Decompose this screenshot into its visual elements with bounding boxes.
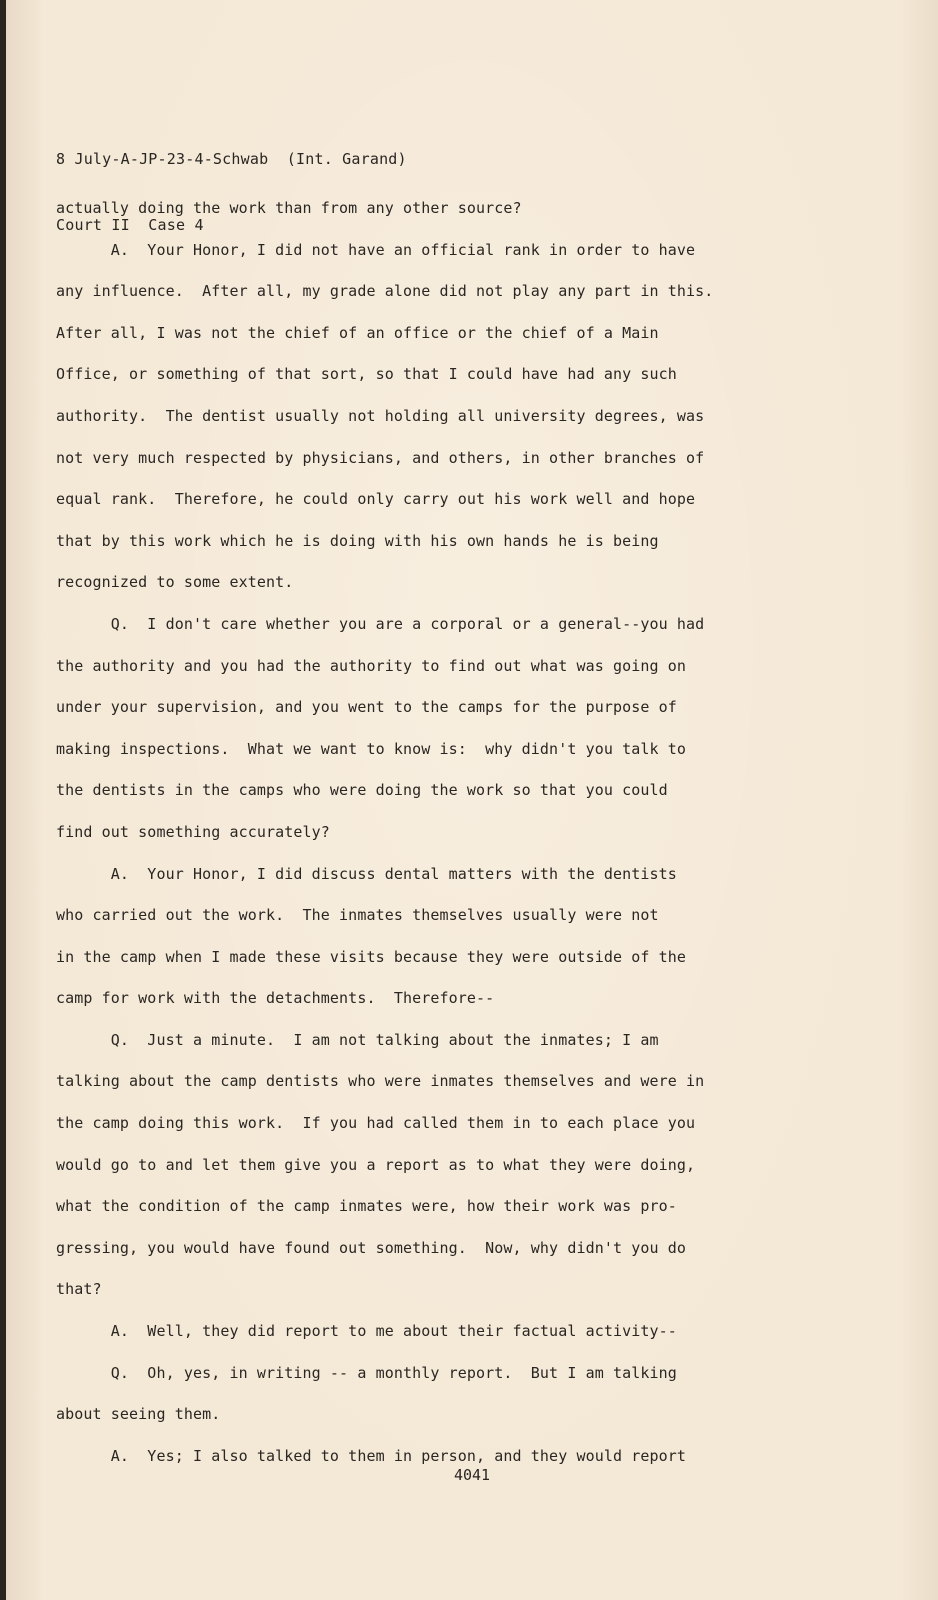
transcript-line: would go to and let them give you a report as to what they were doing, — [56, 1155, 696, 1174]
transcript-line: Q. Oh, yes, in writing -- a monthly report. But I am talking — [56, 1363, 677, 1382]
transcript-line: any influence. After all, my grade alone did not play any part in this. — [56, 282, 714, 301]
transcript-line: actually doing the work than from any other source? — [56, 199, 522, 217]
transcript-line: what the condition of the camp inmates were, how their work was pro- — [56, 1197, 677, 1216]
transcript-line: talking about the camp dentists who were inmates themselves and were in — [56, 1072, 705, 1091]
header-line-1: 8 July-A-JP-23-4-Schwab (Int. Garand) — [56, 150, 407, 168]
transcript-line: not very much respected by physicians, and others, in other branches of — [56, 448, 705, 467]
document-page — [6, 0, 938, 1600]
transcript-line: the camp doing this work. If you had called them in to each place you — [56, 1114, 696, 1133]
transcript-line: in the camp when I made these visits because they were outside of the — [56, 947, 687, 966]
page-number: 4041 — [453, 1466, 491, 1484]
transcript-line: that by this work which he is doing with his own hands he is being — [56, 531, 659, 550]
transcript-line: A. Your Honor, I did not have an official rank in order to have — [56, 240, 696, 259]
transcript-line: the authority and you had the authority to find out what was going on — [56, 656, 687, 675]
transcript-line: After all, I was not the chief of an office or the chief of a Main — [56, 323, 659, 342]
transcript-line: gressing, you would have found out something. Now, why didn't you do — [56, 1238, 687, 1257]
transcript-body — [56, 188, 796, 1477]
transcript-line: recognized to some extent. — [56, 573, 294, 592]
transcript-line: about seeing them. — [56, 1405, 221, 1424]
transcript-line: that? — [56, 1280, 102, 1299]
transcript-line: Q. Just a minute. I am not talking about the inmates; I am — [56, 1030, 659, 1049]
transcript-line: under your supervision, and you went to the camps for the purpose of — [56, 698, 677, 717]
transcript-line: making inspections. What we want to know is: why didn't you talk to — [56, 739, 687, 758]
transcript-line: Office, or something of that sort, so that I could have had any such — [56, 365, 677, 384]
header-line-2: Court II Case 4 — [56, 216, 204, 234]
transcript-line: A. Well, they did report to me about their factual activity-- — [56, 1322, 677, 1341]
transcript-line: Q. I don't care whether you are a corporal or a general--you had — [56, 614, 705, 633]
transcript-line: A. Your Honor, I did discuss dental matters with the dentists — [56, 864, 677, 883]
transcript-line: authority. The dentist usually not holding all university degrees, was — [56, 406, 705, 425]
transcript-line: the dentists in the camps who were doing the work so that you could — [56, 781, 668, 800]
transcript-line: equal rank. Therefore, he could only carry out his work well and hope — [56, 490, 696, 509]
transcript-line: camp for work with the detachments. Therefore-- — [56, 989, 495, 1008]
transcript-line: A. Yes; I also talked to them in person, and they would report — [56, 1446, 687, 1465]
transcript-line: find out something accurately? — [56, 822, 330, 841]
transcript-line: who carried out the work. The inmates themselves usually were not — [56, 906, 659, 925]
